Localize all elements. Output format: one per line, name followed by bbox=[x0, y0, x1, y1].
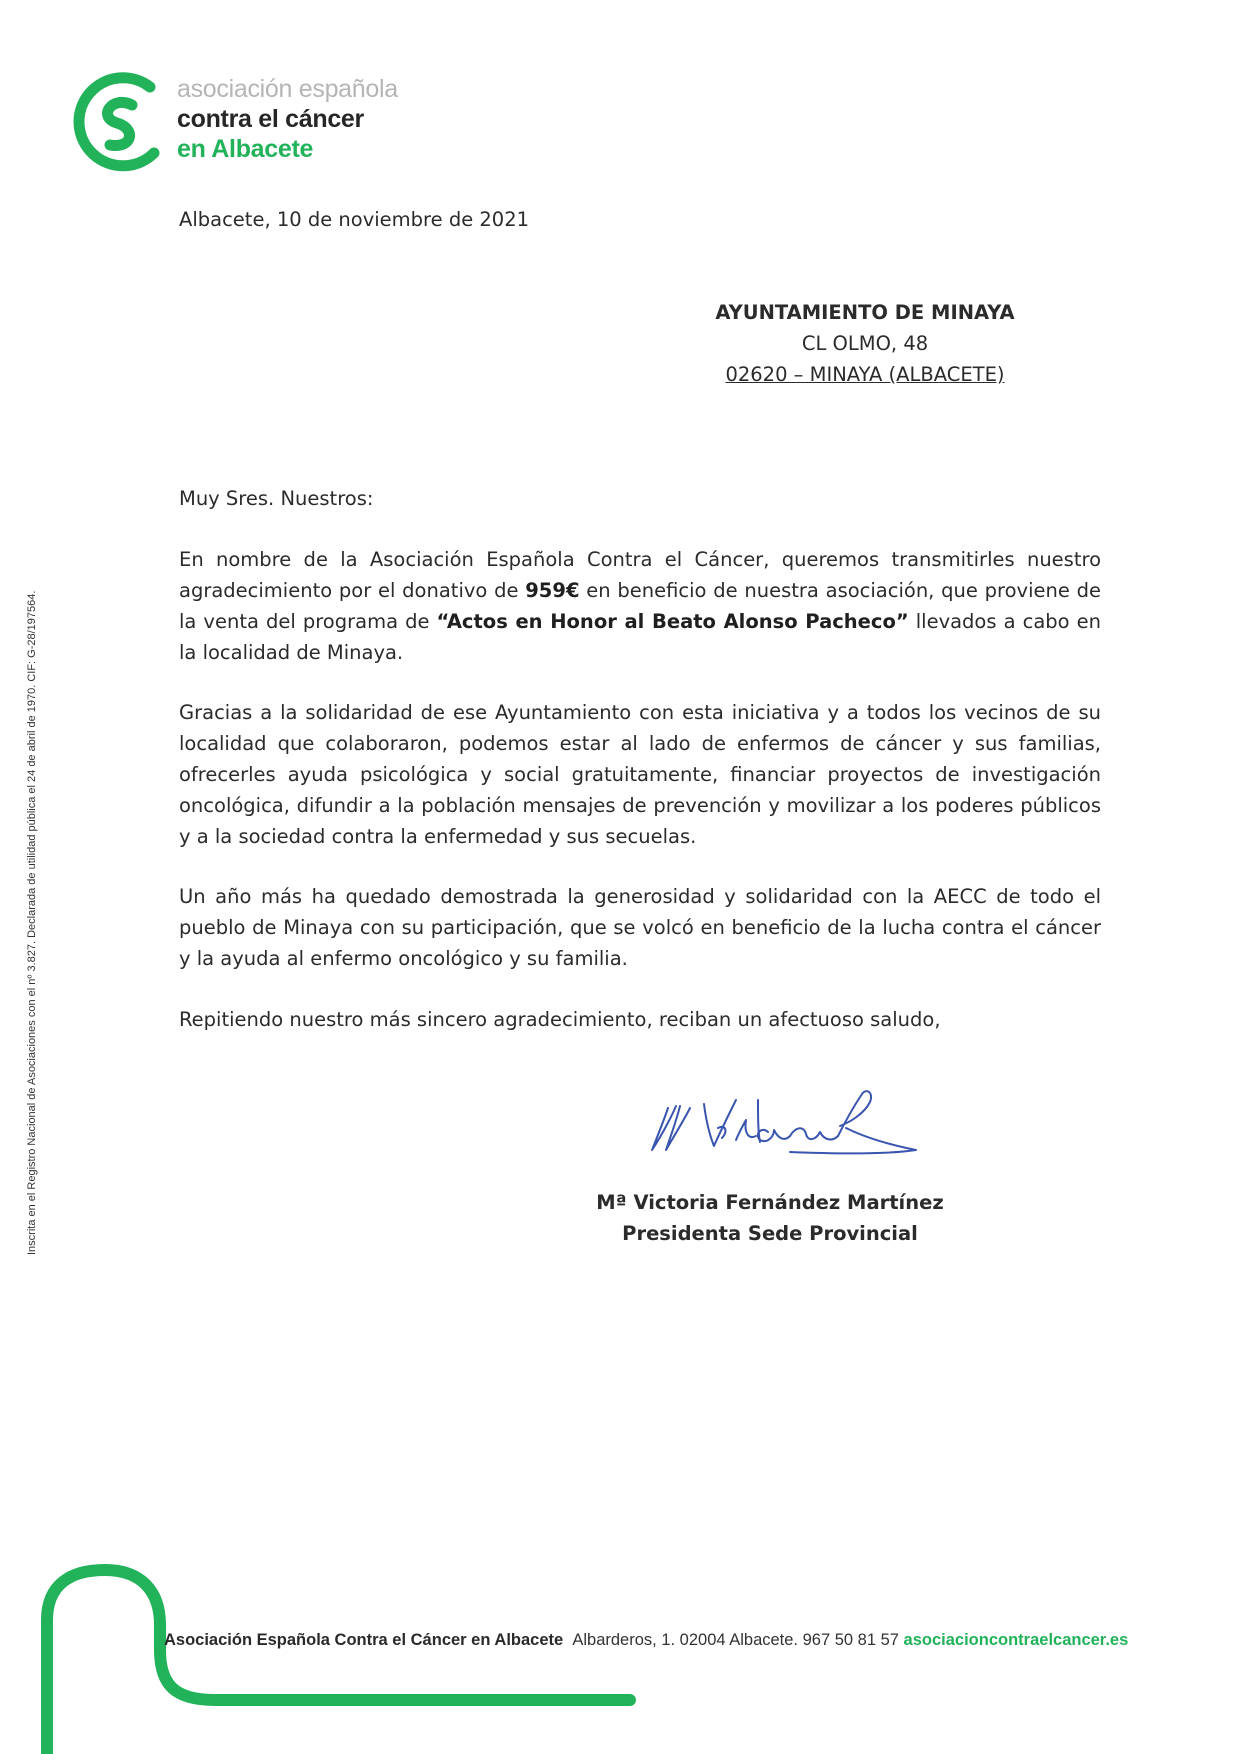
recipient-address bbox=[700, 297, 1030, 390]
recipient-name: AYUNTAMIENTO DE MINAYA bbox=[715, 301, 1015, 324]
body-paragraph-3: Un año más ha quedado demostrada la generosidad y solidaridad con la AECC de todo el pueblo de Minaya con su participación, que se volcó en beneficio de la lucha contra el cáncer y la ayuda al enfermo oncológico y su familia. bbox=[179, 885, 1101, 970]
body-paragraph-2: Gracias a la solidaridad de ese Ayuntamiento con esta iniciativa y a todos los vecinos de su localidad que colaboraron, podemos estar al lado de enfermos de cáncer y sus familias, ofrecerles ayuda psicológica y social gratuitamente, financiar proyectos de investigación oncológica, difundir a la población mensajes de prevención y movilizar a los poderes públicos y a la sociedad contra la enfermedad y sus secuelas. bbox=[179, 701, 1101, 848]
registry-legal-note: Inscrita en el Registro Nacional de Asociaciones con el nº 3.827. Declarada de utilidad pública el 24 de abril de 1970. CIF: G-28/197564. bbox=[26, 590, 38, 1255]
recipient-city: 02620 – MINAYA (ALBACETE) bbox=[725, 363, 1005, 386]
signer-title: Presidenta Sede Provincial bbox=[622, 1222, 918, 1245]
body-paragraph-1 bbox=[179, 544, 1101, 668]
logo-wordmark bbox=[177, 74, 398, 164]
logo-line-3: en Albacete bbox=[177, 135, 314, 163]
closing-line: Repitiendo nuestro más sincero agradecimiento, reciban un afectuoso saludo, bbox=[179, 1008, 941, 1031]
program-name: “Actos en Honor al Beato Alonso Pacheco” bbox=[436, 610, 909, 633]
handwritten-signature bbox=[640, 1080, 930, 1185]
aecc-logo-icon bbox=[62, 65, 172, 175]
footer-website-link[interactable]: asociacioncontraelcancer.es bbox=[903, 1631, 1129, 1649]
salutation: Muy Sres. Nuestros: bbox=[179, 487, 374, 510]
para-1-text-b: en beneficio de nuestra asociación, que proviene de la venta del programa de bbox=[179, 579, 1101, 633]
footer-org-name: Asociación Española Contra el Cáncer en Albacete bbox=[164, 1631, 564, 1649]
footer-contact bbox=[164, 1631, 1128, 1650]
letter-date: Albacete, 10 de noviembre de 2021 bbox=[179, 208, 530, 231]
para-1-text-c: llevados a cabo en la localidad de Minaya. bbox=[179, 610, 1101, 664]
para-1-text-a: En nombre de la Asociación Española Contra el Cáncer, queremos transmitirles nuestro agradecimiento por el donativo de bbox=[179, 548, 1101, 602]
footer-decorative-curve bbox=[0, 1560, 700, 1754]
logo-line-2: contra el cáncer bbox=[177, 105, 364, 133]
signer-name: Mª Victoria Fernández Martínez bbox=[596, 1191, 944, 1214]
donation-amount: 959€ bbox=[525, 579, 580, 602]
recipient-street: CL OLMO, 48 bbox=[801, 332, 929, 355]
logo-line-1: asociación española bbox=[177, 75, 398, 103]
footer-address: Albarderos, 1. 02004 Albacete. 967 50 81 57 bbox=[572, 1631, 899, 1649]
signer-block bbox=[590, 1187, 950, 1249]
